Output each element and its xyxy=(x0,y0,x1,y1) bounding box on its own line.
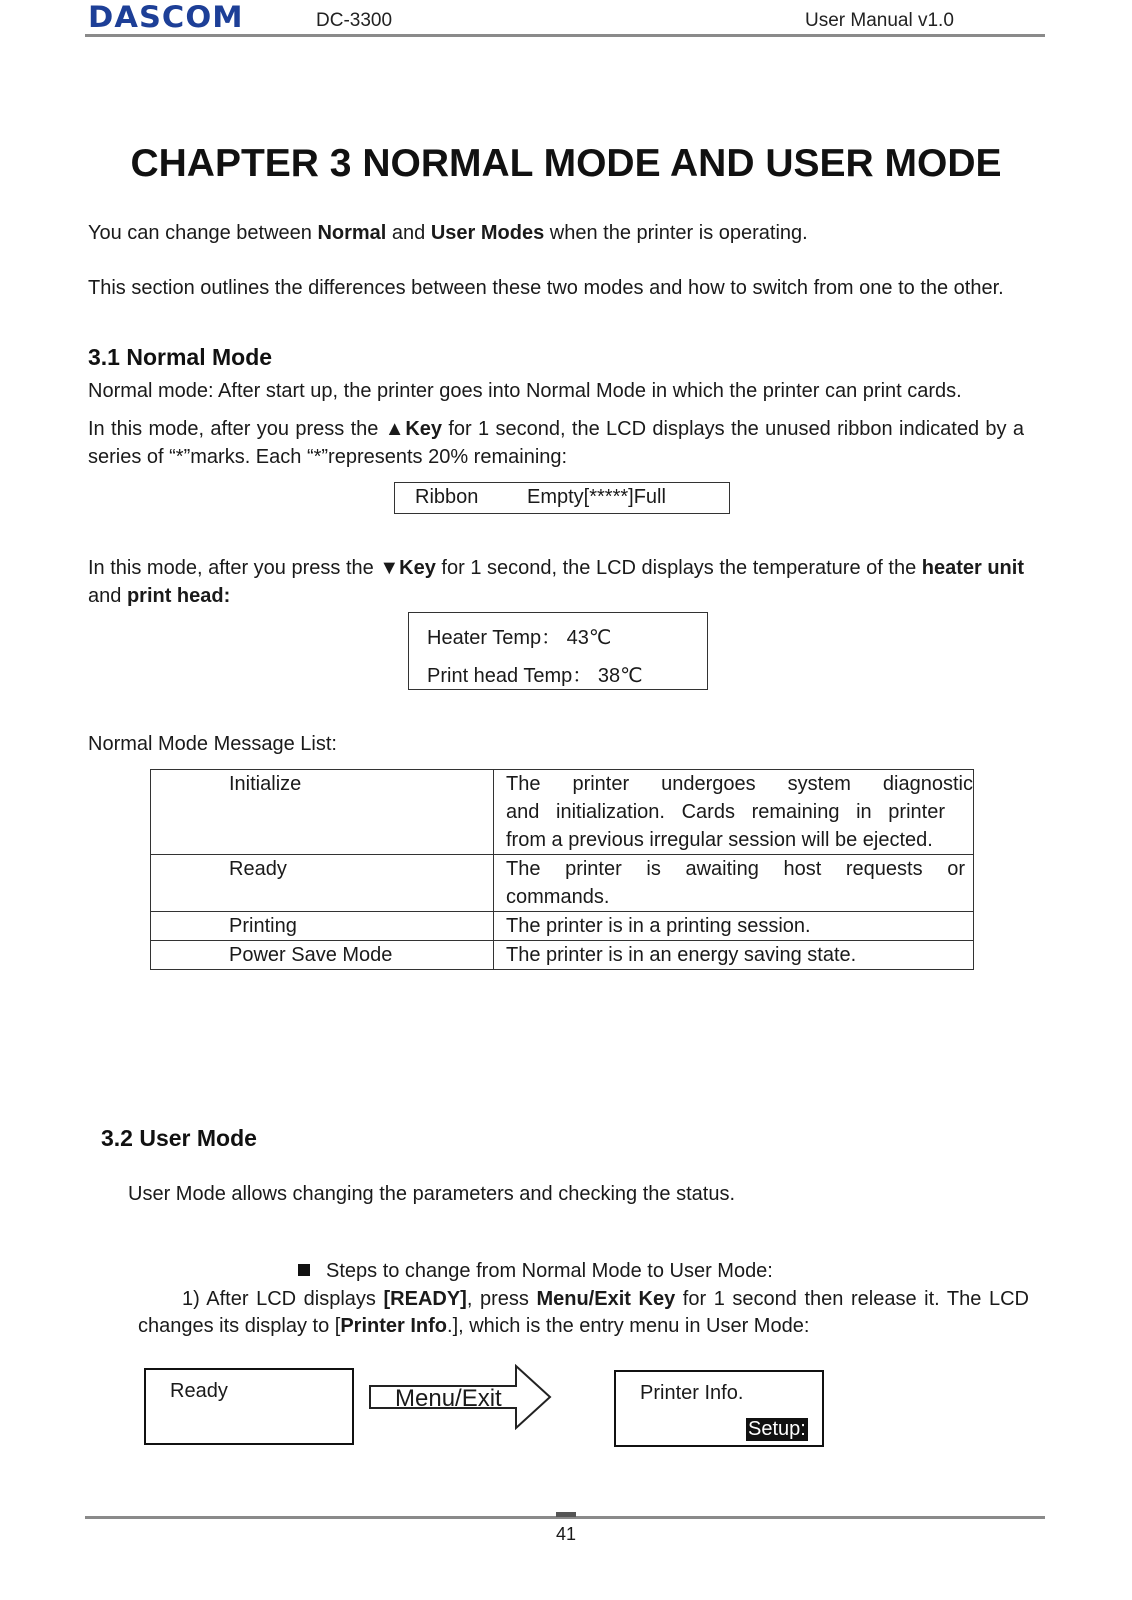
dascom-logo: DASCOM xyxy=(88,0,244,34)
ready-bold: [READY] xyxy=(383,1288,467,1310)
printer-info-bold: Printer Info xyxy=(340,1315,448,1337)
message-description xyxy=(494,770,974,855)
message-description xyxy=(494,855,974,912)
message-description: The printer is in an energy saving state. xyxy=(494,941,974,970)
chapter-title: CHAPTER 3 NORMAL MODE AND USER MODE xyxy=(130,142,1002,185)
ready-lcd-text: Ready xyxy=(170,1380,228,1402)
step-text: for 1 second then release it. The LCD xyxy=(675,1288,1029,1310)
up-key-bold: Key xyxy=(405,418,443,440)
table-row xyxy=(151,855,974,912)
message-name: Printing xyxy=(151,912,494,941)
intro-text: and xyxy=(386,222,431,244)
message-name: Power Save Mode xyxy=(151,941,494,970)
menu-exit-arrow-label: Menu/Exit xyxy=(395,1385,502,1412)
page-number: 41 xyxy=(555,1524,577,1544)
user-mode-description: User Mode allows changing the parameters and checking the status. xyxy=(128,1183,736,1205)
setup-highlight: Setup: xyxy=(748,1418,806,1440)
steps-title xyxy=(298,1257,998,1285)
up-key-text: for 1 second, the LCD displays the unused ribbon indicated by a series of “*”marks. Each “*”represents 20% remaining: xyxy=(88,418,1025,468)
menu-exit-key-bold: Menu/Exit Key xyxy=(536,1288,676,1310)
step-text: .], which is the entry menu in User Mode: xyxy=(447,1315,810,1337)
ribbon-lcd-box xyxy=(394,482,730,514)
table-row xyxy=(151,770,974,855)
up-key-paragraph xyxy=(88,415,1024,471)
intro-user-bold: User Modes xyxy=(430,222,545,244)
intro-text: when the printer is operating. xyxy=(544,222,808,244)
ribbon-lcd-label: Ribbon xyxy=(415,486,479,508)
down-key-text: In this mode, after you press the xyxy=(88,557,380,579)
steps-title-text: Steps to change from Normal Mode to User Mode: xyxy=(326,1260,773,1282)
header-model: DC-3300 xyxy=(316,10,393,31)
message-description: The printer is in a printing session. xyxy=(494,912,974,941)
down-key-text: and xyxy=(88,585,127,607)
step-text: , press xyxy=(466,1288,537,1310)
footer-mark xyxy=(556,1512,576,1517)
down-key-paragraph xyxy=(88,554,1024,610)
heater-unit-bold: heater unit xyxy=(921,557,1024,579)
normal-mode-description: Normal mode: After start up, the printer goes into Normal Mode in which the printer can print cards. xyxy=(88,380,962,402)
down-key-text: for 1 second, the LCD displays the temperature of the xyxy=(435,557,922,579)
heater-temp-line: Heater Temp： 43℃ xyxy=(427,627,612,649)
header-manual-version: User Manual v1.0 xyxy=(805,10,954,31)
step-1-line-2 xyxy=(138,1312,1018,1340)
print-head-bold: print head: xyxy=(126,585,231,607)
intro-paragraph-1 xyxy=(88,219,1024,247)
printer-info-lcd-box xyxy=(614,1370,824,1447)
message-line: commands. xyxy=(506,886,610,908)
table-row xyxy=(151,912,974,941)
table-row xyxy=(151,941,974,970)
step-text: changes its display to [ xyxy=(138,1315,341,1337)
message-line: from a previous irregular session will be ejected. xyxy=(506,829,933,851)
message-line: and initialization. Cards remaining in printer xyxy=(506,801,945,823)
normal-mode-message-table xyxy=(150,769,974,970)
menu-exit-arrow xyxy=(368,1364,552,1430)
up-triangle-icon: ▲ xyxy=(384,418,406,440)
ready-lcd-box xyxy=(144,1368,354,1445)
down-key-bold: Key xyxy=(399,557,436,579)
message-name: Initialize xyxy=(151,770,494,855)
section-heading-normal-mode: 3.1 Normal Mode xyxy=(88,344,273,370)
down-triangle-icon: ▼ xyxy=(379,557,400,579)
temperature-lcd-box xyxy=(408,612,708,690)
message-line: The printer undergoes system diagnostic xyxy=(506,773,973,795)
message-line: The printer is awaiting host requests or xyxy=(506,858,965,880)
intro-normal-bold: Normal xyxy=(317,222,387,244)
step-1-line-1 xyxy=(182,1285,1029,1313)
ribbon-lcd-value: Empty[*****]Full xyxy=(527,486,666,508)
intro-paragraph-2: This section outlines the differences between these two modes and how to switch from one to the other. xyxy=(88,277,1004,299)
message-name: Ready xyxy=(151,855,494,912)
message-list-label: Normal Mode Message List: xyxy=(88,733,337,755)
up-key-text: In this mode, after you press the xyxy=(88,418,385,440)
square-bullet-icon xyxy=(298,1264,310,1276)
printer-info-lcd-text: Printer Info. xyxy=(640,1382,744,1404)
section-heading-user-mode: 3.2 User Mode xyxy=(101,1125,257,1151)
intro-text: You can change between xyxy=(88,222,318,244)
step-text: 1) After LCD displays xyxy=(182,1288,384,1310)
header-rule xyxy=(85,34,1045,37)
print-head-temp-line: Print head Temp： 38℃ xyxy=(427,665,643,687)
